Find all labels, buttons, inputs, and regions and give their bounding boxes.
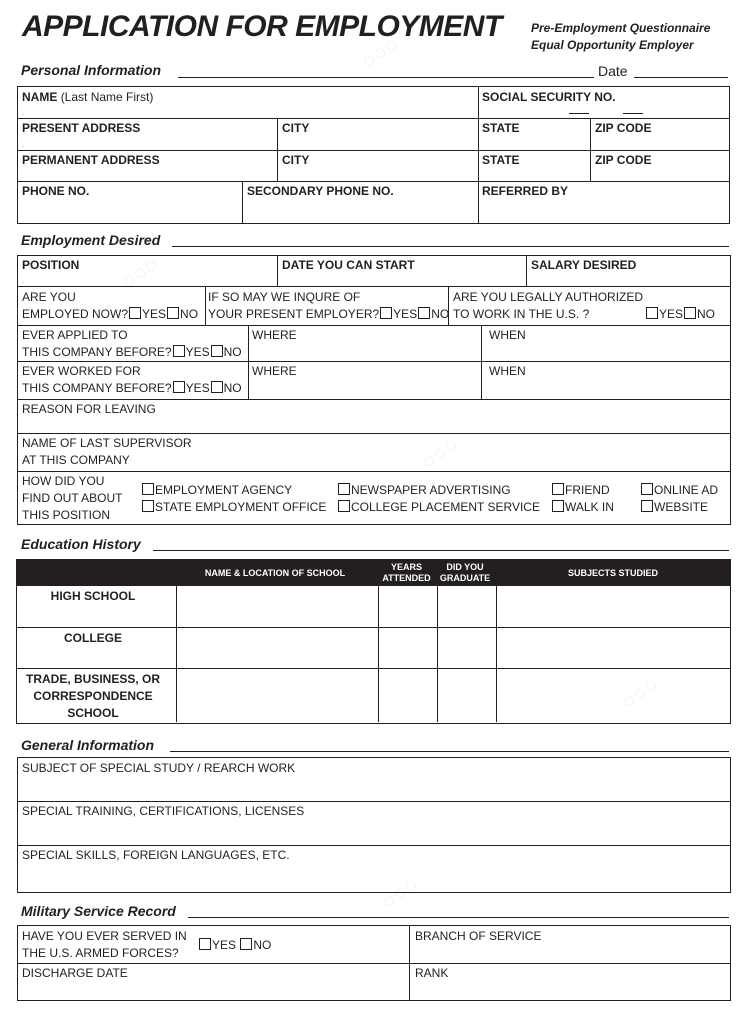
inquire-no-checkbox[interactable] (418, 307, 430, 319)
row-trade: TRADE, BUSINESS, OR CORRESPONDENCE SCHOOL (25, 672, 160, 720)
section-title-personal: Personal Information (21, 62, 165, 78)
applied-when-label: WHEN (489, 328, 526, 342)
website-checkbox[interactable] (641, 500, 653, 512)
rank-field[interactable] (410, 964, 730, 1000)
state-office-checkbox[interactable] (142, 500, 154, 512)
source-online-ad[interactable]: ONLINE AD (640, 482, 718, 499)
present-city-label: CITY (282, 121, 310, 135)
employed-now-question: ARE YOU EMPLOYED NOW? YES NO (22, 290, 199, 321)
form-title: APPLICATION FOR EMPLOYMENT (22, 10, 502, 43)
source-newspaper[interactable]: NEWSPAPER ADVERTISING (337, 482, 511, 499)
college-subjects-cell[interactable] (497, 628, 730, 669)
watermark-mark: ○○○ (116, 250, 164, 295)
friend-checkbox[interactable] (552, 483, 564, 495)
permanent-address-label: PERMANENT ADDRESS (22, 153, 160, 167)
subtitle-questionnaire: Pre-Employment Questionnaire (531, 21, 711, 35)
ssn-label: SOCIAL SECURITY NO. (482, 90, 616, 104)
found-out-label: HOW DID YOU FIND OUT ABOUT THIS POSITION (22, 474, 123, 522)
watermark-mark: ○○○ (416, 430, 464, 475)
worked-no-label: NO (223, 381, 242, 395)
walk-in-checkbox[interactable] (552, 500, 564, 512)
served-yes-checkbox[interactable] (199, 938, 211, 950)
name-hint: (Last Name First) (60, 90, 154, 104)
section-rule (172, 246, 729, 247)
section-rule (178, 77, 594, 78)
newspaper-checkbox[interactable] (338, 483, 350, 495)
special-training-label: SPECIAL TRAINING, CERTIFICATIONS, LICENSES (22, 804, 305, 818)
watermark-mark: ○○○ (356, 30, 404, 75)
date-label: Date (598, 63, 628, 79)
employed-no-label: NO (180, 307, 199, 321)
served-options (198, 937, 271, 954)
worked-when-label: WHEN (489, 364, 526, 378)
college-placement-checkbox[interactable] (338, 500, 350, 512)
hs-subjects-cell[interactable] (497, 586, 730, 628)
authorized-options (645, 306, 715, 323)
secondary-phone-label: SECONDARY PHONE NO. (247, 184, 394, 198)
authorized-no-checkbox[interactable] (684, 307, 696, 319)
row-high-school: HIGH SCHOOL (50, 589, 136, 603)
worked-yes-checkbox[interactable] (173, 381, 185, 393)
source-employment-agency[interactable]: EMPLOYMENT AGENCY (141, 482, 292, 499)
ssn-segment-line (623, 113, 643, 114)
permanent-state-label: STATE (482, 153, 520, 167)
personal-info-box (17, 86, 730, 224)
employed-yes-label: YES (142, 307, 167, 321)
applied-yes-label: YES (185, 345, 210, 359)
hs-graduate-cell[interactable] (438, 586, 497, 628)
trade-subjects-cell[interactable] (497, 669, 730, 722)
trade-years-cell[interactable] (379, 669, 438, 722)
inquire-question: IF SO MAY WE INQURE OF YOUR PRESENT EMPLOYER? YES NO (208, 290, 450, 321)
employment-agency-checkbox[interactable] (142, 483, 154, 495)
section-title-military: Military Service Record (21, 903, 180, 919)
form-subtitle (531, 20, 710, 54)
college-years-cell[interactable] (379, 628, 438, 669)
served-question: HAVE YOU EVER SERVED IN THE U.S. ARMED FORCES? (22, 929, 187, 960)
worked-question: EVER WORKED FOR THIS COMPANY BEFORE? YES NO (22, 364, 242, 395)
source-website[interactable]: WEBSITE (640, 499, 708, 516)
present-zip-label: ZIP CODE (595, 121, 652, 135)
section-title-education: Education History (21, 536, 145, 552)
college-graduate-cell[interactable] (438, 628, 497, 669)
rank-label: RANK (415, 966, 449, 980)
college-school-cell[interactable] (177, 628, 379, 669)
trade-graduate-cell[interactable] (438, 669, 497, 722)
special-skills-label: SPECIAL SKILLS, FOREIGN LANGUAGES, ETC. (22, 848, 290, 862)
section-title-employment: Employment Desired (21, 232, 164, 248)
served-no-checkbox[interactable] (240, 938, 252, 950)
authorized-yes-label: YES (659, 307, 684, 321)
employment-desired-box (17, 255, 731, 525)
col-school-header: NAME & LOCATION OF SCHOOL (204, 568, 346, 578)
phone-label: PHONE NO. (22, 184, 90, 198)
present-state-label: STATE (482, 121, 520, 135)
military-box (17, 925, 731, 1001)
permanent-city-label: CITY (282, 153, 310, 167)
hs-years-cell[interactable] (379, 586, 438, 628)
reason-label: REASON FOR LEAVING (22, 402, 156, 416)
start-date-label: DATE YOU CAN START (282, 258, 415, 272)
branch-label: BRANCH OF SERVICE (415, 929, 542, 943)
source-state-employment-office[interactable]: STATE EMPLOYMENT OFFICE (141, 499, 326, 516)
col-years-header: YEARS ATTENDED (382, 562, 431, 583)
worked-yes-label: YES (185, 381, 210, 395)
col-graduate-header: DID YOU GRADUATE (439, 562, 491, 583)
served-yes-label: YES (212, 938, 237, 952)
trade-school-cell[interactable] (177, 669, 379, 722)
authorized-yes-checkbox[interactable] (646, 307, 658, 319)
source-college-placement[interactable]: COLLEGE PLACEMENT SERVICE (337, 499, 540, 516)
source-walk-in[interactable]: WALK IN (551, 499, 614, 516)
online-ad-checkbox[interactable] (641, 483, 653, 495)
present-address-label: PRESENT ADDRESS (22, 121, 141, 135)
worked-no-checkbox[interactable] (211, 381, 223, 393)
discharge-label: DISCHARGE DATE (22, 966, 128, 980)
subtitle-eoe: Equal Opportunity Employer (531, 38, 694, 52)
applied-no-label: NO (223, 345, 242, 359)
inquire-yes-checkbox[interactable] (380, 307, 392, 319)
authorized-question: ARE YOU LEGALLY AUTHORIZED TO WORK IN THE U.S. ? (453, 290, 644, 321)
col-subjects-header: SUBJECTS STUDIED (567, 568, 658, 578)
watermark-mark: ○○○ (376, 870, 424, 915)
education-table (16, 586, 731, 724)
section-rule (153, 550, 729, 551)
row-college: COLLEGE (63, 631, 122, 645)
inquire-yes-label: YES (393, 307, 418, 321)
employed-no-checkbox[interactable] (167, 307, 179, 319)
name-label: NAME (Last Name First) (22, 90, 154, 104)
section-rule (170, 751, 729, 752)
applied-where-label: WHERE (252, 328, 297, 342)
source-friend[interactable]: FRIEND (551, 482, 610, 499)
employed-yes-checkbox[interactable] (129, 307, 141, 319)
general-info-box (17, 757, 731, 893)
applied-yes-checkbox[interactable] (173, 345, 185, 357)
applied-question: EVER APPLIED TO THIS COMPANY BEFORE? YES NO (22, 328, 242, 359)
education-table-header (16, 559, 731, 586)
ssn-segment-line (569, 113, 589, 114)
section-rule (188, 917, 729, 918)
supervisor-label: NAME OF LAST SUPERVISOR AT THIS COMPANY (22, 436, 192, 467)
authorized-no-label: NO (697, 307, 716, 321)
served-no-label: NO (253, 938, 272, 952)
applied-no-checkbox[interactable] (211, 345, 223, 357)
permanent-zip-label: ZIP CODE (595, 153, 652, 167)
salary-label: SALARY DESIRED (531, 258, 637, 272)
referred-by-label: REFERRED BY (482, 184, 569, 198)
hs-school-cell[interactable] (177, 586, 379, 628)
position-label: POSITION (22, 258, 80, 272)
inquire-no-label: NO (431, 307, 450, 321)
date-line[interactable] (634, 77, 728, 78)
worked-where-label: WHERE (252, 364, 297, 378)
special-study-label: SUBJECT OF SPECIAL STUDY / REARCH WORK (22, 761, 296, 775)
section-title-general: General Information (21, 737, 158, 753)
watermark-mark: ○○○ (616, 670, 664, 715)
